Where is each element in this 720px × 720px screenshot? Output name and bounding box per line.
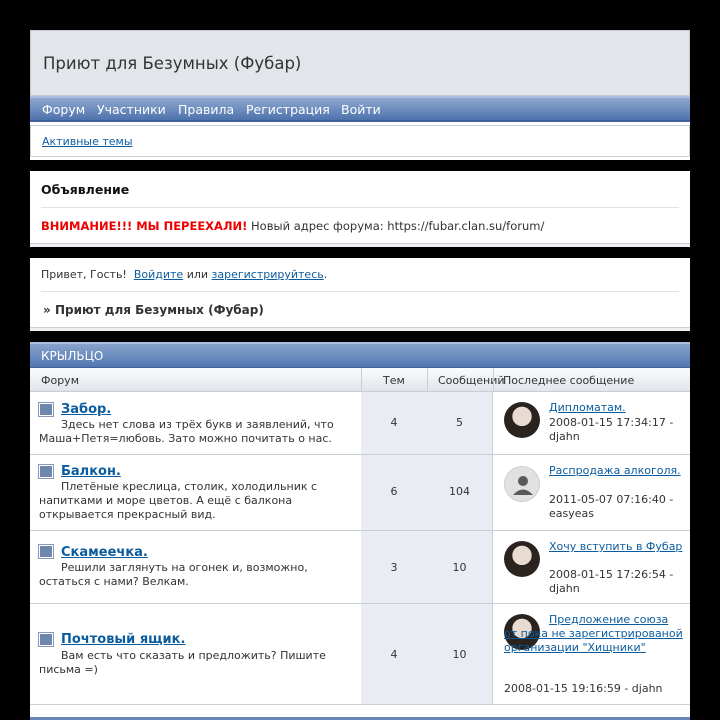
forum-description: Здесь нет слова из трёх букв и заявлений, что Маша+Петя=любовь. Зато можно почитать о нас.	[39, 418, 334, 445]
column-divider	[361, 368, 362, 392]
topics-count: 3	[390, 561, 398, 574]
posts-cell	[427, 455, 493, 530]
posts-count: 5	[456, 416, 463, 429]
announcement-text	[41, 219, 544, 233]
welcome-box	[30, 258, 690, 331]
divider	[41, 291, 679, 292]
last-post-meta: 2008-01-15 17:34:17 - djahn	[549, 416, 674, 443]
sub-navigation	[30, 125, 690, 157]
site-title[interactable]: Приют для Безумных (Фубар)	[43, 54, 302, 73]
forum-cell	[30, 455, 362, 530]
last-post-link[interactable]: Хочу вступить в Фубар	[549, 540, 683, 553]
posts-count: 104	[449, 485, 470, 498]
col-last-post: Последнее сообщение	[503, 374, 635, 387]
forum-row	[30, 531, 690, 604]
breadcrumb-current[interactable]: Приют для Безумных (Фубар)	[54, 303, 264, 317]
nav-login[interactable]: Войти	[341, 102, 381, 117]
posts-cell	[427, 531, 493, 603]
announcement-title: Объявление	[41, 182, 130, 197]
last-post-link[interactable]: Предложение союза от пока не зарегистрированой организации "Хищники"	[504, 613, 683, 654]
last-post-meta: 2011-05-07 07:16:40 - easyeas	[549, 493, 674, 520]
last-post-cell	[493, 531, 690, 603]
breadcrumb-arrow: »	[43, 303, 55, 317]
default-user-icon[interactable]	[504, 466, 540, 502]
nav-register[interactable]: Регистрация	[246, 102, 330, 117]
title-bar	[30, 30, 690, 96]
forum-cell	[30, 392, 362, 454]
forum-status-icon	[39, 465, 53, 478]
panel-footer	[30, 243, 690, 247]
nav-members[interactable]: Участники	[97, 102, 166, 117]
login-link[interactable]: Войдите	[133, 268, 184, 281]
forum-link[interactable]: Скамеечка.	[61, 545, 148, 560]
user-silhouette-icon	[505, 467, 540, 502]
active-topics-link[interactable]: Активные темы	[42, 135, 133, 148]
forum-description: Решили заглянуть на огонек и, возможно, остаться с нами? Велкам.	[39, 561, 308, 588]
posts-cell	[427, 392, 493, 454]
last-post-cell	[493, 392, 690, 454]
forum-link[interactable]: Почтовый ящик.	[61, 632, 186, 647]
main-navbar	[30, 96, 690, 122]
col-forum: Форум	[41, 374, 79, 387]
col-topics: Тем	[383, 374, 405, 387]
register-link[interactable]: зарегистрируйтесь	[211, 268, 324, 281]
forum-row	[30, 455, 690, 531]
announcement-box	[30, 171, 690, 247]
divider	[41, 207, 679, 208]
last-post-link[interactable]: Распродажа алкоголя.	[549, 464, 681, 477]
forum-row	[30, 392, 690, 455]
topics-cell	[361, 531, 428, 603]
category-header	[30, 342, 690, 368]
last-post-meta: 2008-01-15 19:16:59 - djahn	[504, 682, 663, 695]
topics-count: 4	[390, 648, 398, 661]
posts-count: 10	[452, 561, 467, 574]
announcement-message: Новый адрес форума: https://fubar.clan.su/forum/	[247, 219, 545, 233]
last-post-cell	[493, 455, 690, 530]
topics-cell	[361, 392, 428, 454]
forum-cell	[30, 531, 362, 603]
column-divider	[493, 368, 494, 392]
welcome-line	[41, 268, 327, 281]
forum-description: Вам есть что сказать и предложить? Пишите письма =)	[39, 649, 326, 676]
forum-link[interactable]: Балкон.	[61, 464, 121, 479]
col-posts: Сообщений	[438, 374, 505, 387]
category-block	[30, 342, 690, 720]
or-text: или	[183, 268, 212, 281]
panel-footer	[30, 327, 690, 331]
user-avatar[interactable]	[504, 402, 540, 438]
topics-cell	[361, 604, 428, 704]
forum-header	[30, 30, 690, 160]
last-post-meta: 2008-01-15 17:26:54 - djahn	[549, 568, 674, 595]
forum-description: Плетёные креслица, столик, холодильник с напитками и море цветов. А ещё с балкона открывается прекрасный вид.	[39, 480, 318, 521]
greeting-text: Привет, Гость!	[41, 268, 127, 281]
forum-link[interactable]: Забор.	[61, 402, 112, 417]
posts-count: 10	[452, 648, 467, 661]
topics-cell	[361, 455, 428, 530]
last-post-link[interactable]: Дипломатам.	[549, 401, 626, 414]
column-divider	[427, 368, 428, 392]
last-post-cell	[493, 604, 690, 704]
topics-count: 4	[390, 416, 398, 429]
forum-status-icon	[39, 633, 53, 646]
period-text: .	[323, 268, 328, 281]
nav-rules[interactable]: Правила	[178, 102, 235, 117]
posts-cell	[427, 604, 493, 704]
category-title[interactable]: КРЫЛЬЦО	[41, 349, 104, 363]
breadcrumb	[43, 303, 264, 317]
forum-row	[30, 604, 690, 705]
forum-status-icon	[39, 403, 53, 416]
user-avatar[interactable]	[504, 541, 540, 577]
announcement-warning: ВНИМАНИЕ!!! МЫ ПЕРЕЕХАЛИ!	[41, 219, 248, 233]
forum-cell	[30, 604, 362, 704]
topics-count: 6	[390, 485, 398, 498]
nav-forum[interactable]: Форум	[42, 102, 86, 117]
forum-status-icon	[39, 545, 53, 558]
column-headers	[30, 368, 690, 392]
